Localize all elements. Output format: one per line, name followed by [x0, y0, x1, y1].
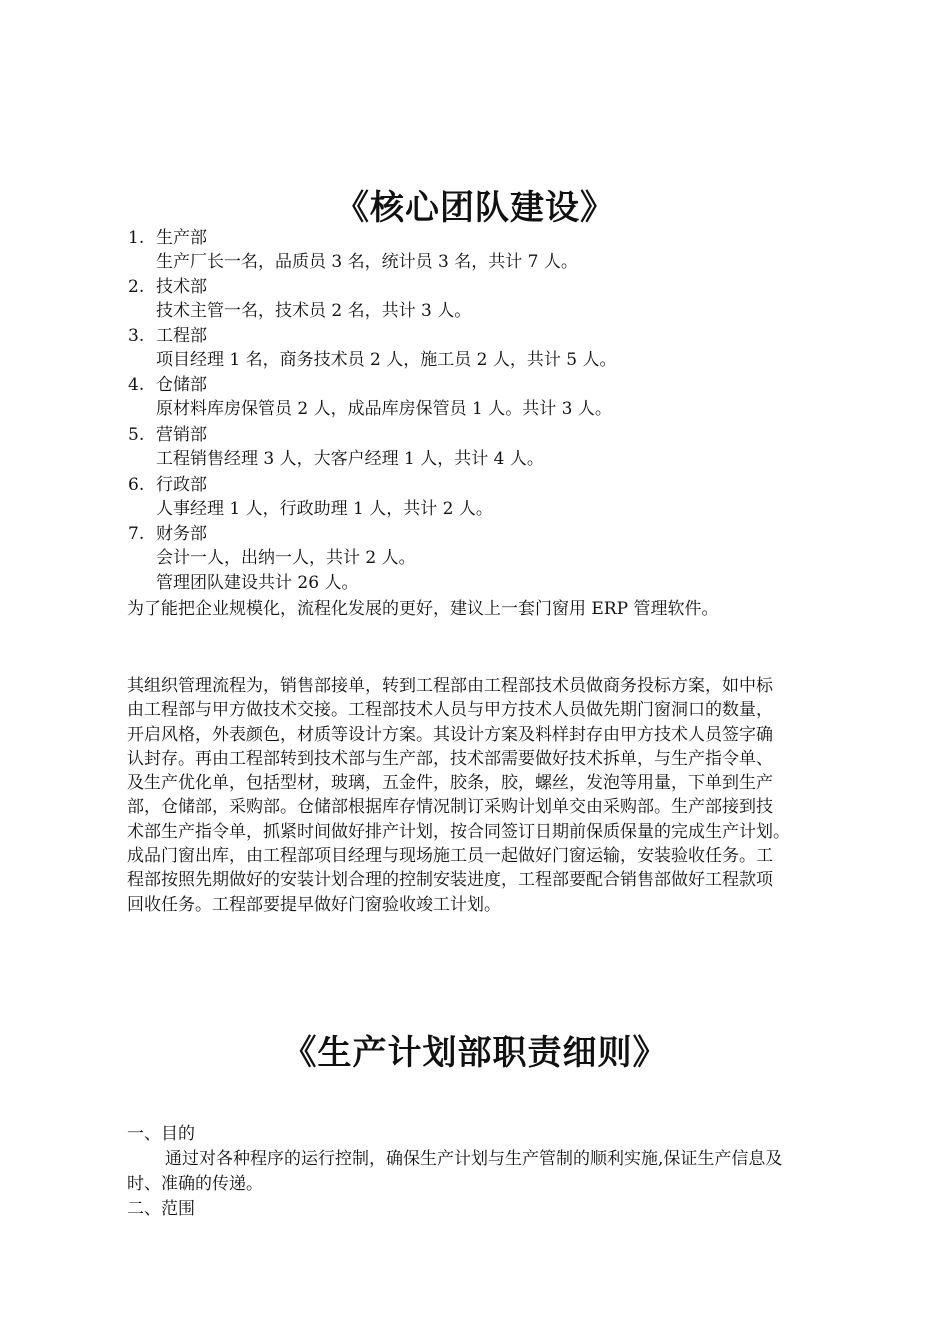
dept-item-5 [128, 423, 207, 447]
dept-name: 工程部 [156, 326, 207, 346]
dept-name: 营销部 [156, 425, 207, 445]
dept-num: 2. [128, 277, 145, 297]
process-line: 认封存。再由工程部转到技术部与生产部，技术部需要做好技术拆单，与生产指令单、 [127, 748, 773, 769]
dept-num: 3. [128, 326, 145, 346]
dept-item-7 [128, 522, 207, 546]
process-line: 开启风格，外表颜色，材质等设计方案。其设计方案及料样封存由甲方技术人员签字确 [127, 724, 773, 745]
process-line: 其组织管理流程为，销售部接单，转到工程部由工程部技术员做商务投标方案，如中标 [127, 676, 773, 696]
dept-item-1 [128, 226, 207, 250]
heading-purpose: 一、目的 [127, 1124, 195, 1144]
process-line: 回收任务。工程部要提早做好门窗验收竣工计划。 [127, 894, 501, 915]
process-line: 及生产优化单，包括型材，玻璃，五金件，胶条，胶，螺丝，发泡等用量，下单到生产 [127, 773, 773, 794]
process-line: 程部按照先期做好的安装计划合理的控制安装进度，工程部要配合销售部做好工程款项 [127, 870, 773, 891]
purpose-text-line2: 时、准确的传递。 [127, 1174, 263, 1194]
dept-detail-3: 项目经理 1 名，商务技术员 2 人，施工员 2 人，共计 5 人。 [156, 350, 617, 370]
section1-title: 《核心团队建设》 [335, 188, 615, 228]
dept-num: 5. [128, 425, 145, 445]
dept-detail-6: 人事经理 1 人，行政助理 1 人，共计 2 人。 [156, 499, 493, 519]
process-line: 由工程部与甲方做技术交接。工程部技术人员与甲方技术人员做先期门窗洞口的数量， [127, 700, 773, 721]
dept-num: 1. [128, 228, 145, 248]
process-line: 术部生产指令单，抓紧时间做好排产计划，按合同签订日期前保质保量的完成生产计划。 [127, 821, 790, 842]
dept-name: 财务部 [156, 524, 207, 544]
dept-item-3 [128, 324, 207, 348]
section2-title: 《生产计划部职责细则》 [282, 1033, 668, 1073]
dept-detail-4: 原材料库房保管员 2 人，成品库房保管员 1 人。共计 3 人。 [156, 399, 612, 419]
dept-num: 7. [128, 524, 145, 544]
heading-scope: 二、范围 [127, 1199, 195, 1219]
dept-detail-2: 技术主管一名，技术员 2 名，共计 3 人。 [156, 301, 472, 321]
dept-name: 技术部 [156, 277, 207, 297]
dept-item-4 [128, 373, 207, 397]
dept-detail-5: 工程销售经理 3 人，大客户经理 1 人，共计 4 人。 [156, 449, 544, 469]
purpose-text-line1: 通过对各种程序的运行控制，确保生产计划与生产管制的顺利实施,保证生产信息及 [165, 1149, 783, 1169]
dept-item-2 [128, 275, 207, 299]
dept-num: 4. [128, 375, 145, 395]
dept-name: 行政部 [156, 475, 207, 495]
dept-detail-1: 生产厂长一名，品质员 3 名，统计员 3 名，共计 7 人。 [156, 252, 578, 272]
dept-detail-7: 会计一人，出纳一人，共计 2 人。 [156, 548, 416, 568]
dept-name: 生产部 [156, 228, 207, 248]
dept-item-6 [128, 473, 207, 497]
dept-name: 仓储部 [156, 375, 207, 395]
erp-suggestion: 为了能把企业规模化，流程化发展的更好，建议上一套门窗用 ERP 管理软件。 [127, 599, 719, 619]
process-line: 部，仓储部，采购部。仓储部根据库存情况制订采购计划单交由采购部。生产部接到技 [127, 797, 773, 818]
process-line: 成品门窗出库，由工程部项目经理与现场施工员一起做好门窗运输，安装验收任务。工 [127, 846, 773, 867]
dept-num: 6. [128, 475, 145, 495]
process-paragraph [127, 674, 871, 917]
team-total: 管理团队建设共计 26 人。 [156, 573, 359, 593]
